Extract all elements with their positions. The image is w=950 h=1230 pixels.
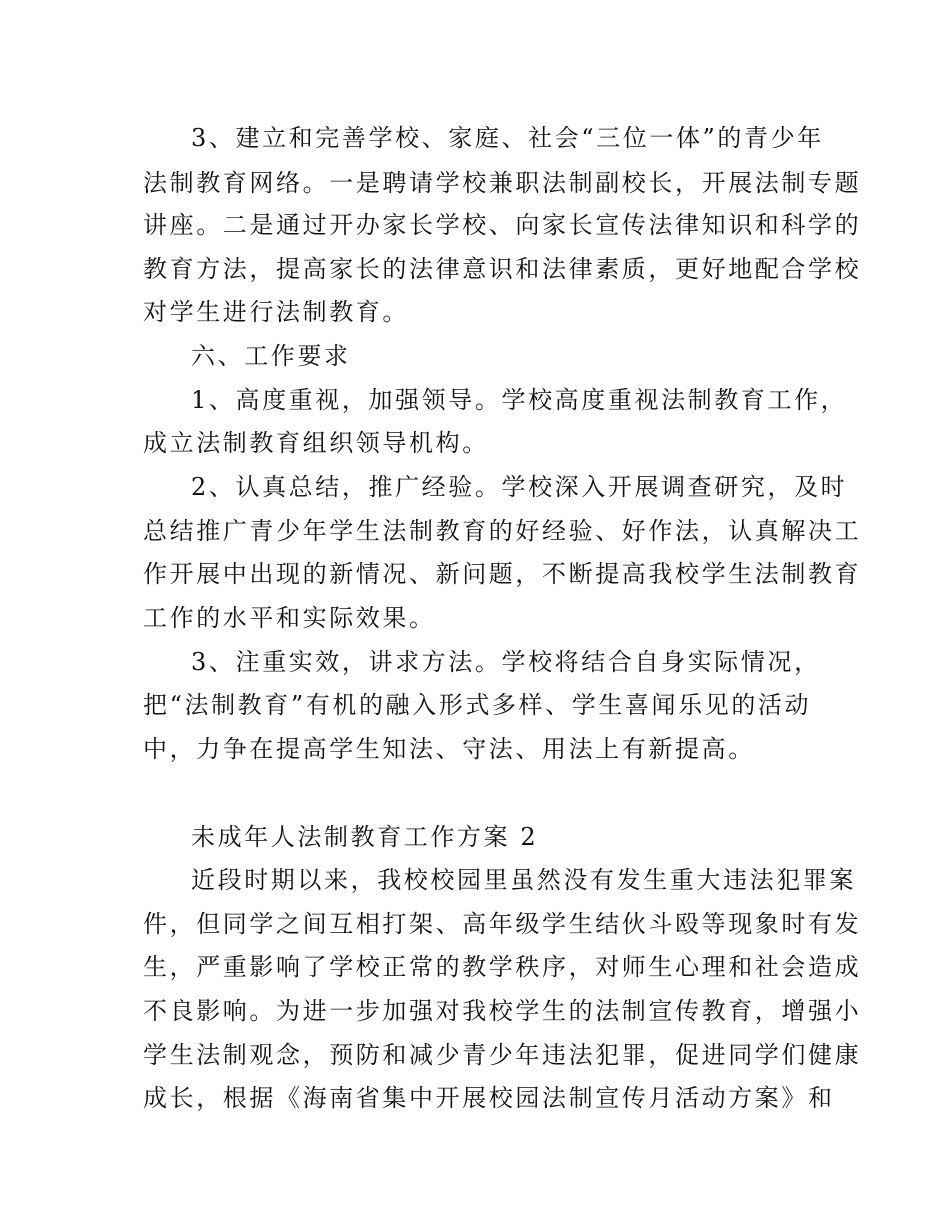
text-line-14: 把“法制教育”有机的融入形式多样、学生喜闻乐见的活动 <box>143 691 812 719</box>
text-line-7: 1、高度重视，加强领导。学校高度重视法制教育工作， <box>191 386 848 414</box>
text-line-17: 近段时期以来，我校校园里虽然没有发生重大违法犯罪案 <box>191 866 856 894</box>
text-line-21: 学生法制观念，预防和减少青少年违法犯罪，促进同学们健康 <box>143 1041 862 1069</box>
text-line-18: 件，但同学之间互相打架、高年级学生结伙斗殴等现象时有发 <box>143 910 862 938</box>
text-line-2: 法制教育网络。一是聘请学校兼职法制副校长，开展法制专题 <box>143 169 862 197</box>
text-line-11: 作开展中出现的新情况、新问题，不断提高我校学生法制教育 <box>143 560 862 588</box>
text-line-10: 总结推广青少年学生法制教育的好经验、好作法，认真解决工 <box>143 517 862 545</box>
text-line-12: 工作的水平和实际效果。 <box>143 604 436 632</box>
text-line-22: 成长，根据《海南省集中开展校园法制宣传月活动方案》和 <box>143 1084 835 1112</box>
section-heading-work-requirements: 六、工作要求 <box>191 342 351 370</box>
text-line-4: 教育方法，提高家长的法律意识和法律素质，更好地配合学校 <box>143 255 862 283</box>
text-line-19: 生，严重影响了学校正常的教学秩序，对师生心理和社会造成 <box>143 953 862 981</box>
text-line-5: 对学生进行法制教育。 <box>143 298 409 326</box>
text-line-8: 成立法制教育组织领导机构。 <box>143 429 489 457</box>
text-line-13: 3、注重实效，讲求方法。学校将结合自身实际情况， <box>191 648 821 676</box>
text-line-3: 讲座。二是通过开办家长学校、向家长宣传法律知识和科学的 <box>143 211 862 239</box>
document-title-plan-2: 未成年人法制教育工作方案 2 <box>191 823 539 851</box>
text-line-9: 2、认真总结，推广经验。学校深入开展调查研究，及时 <box>191 473 848 501</box>
text-line-20: 不良影响。为进一步加强对我校学生的法制宣传教育，增强小 <box>143 997 862 1025</box>
text-line-15: 中，力争在提高学生知法、守法、用法上有新提高。 <box>143 735 755 763</box>
text-line-1: 3、建立和完善学校、家庭、社会“三位一体”的青少年 <box>191 124 824 152</box>
